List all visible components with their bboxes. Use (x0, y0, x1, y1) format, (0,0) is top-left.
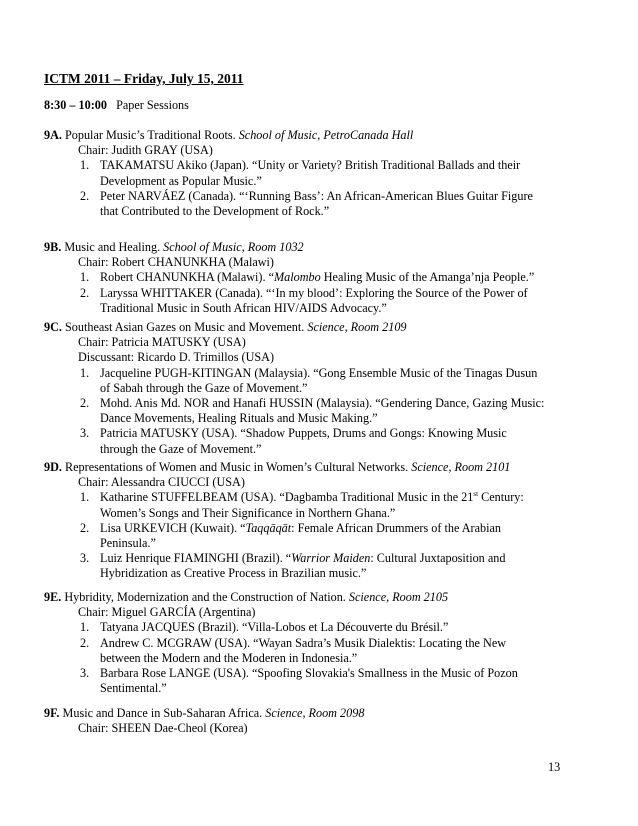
paper-number: 2. (80, 520, 90, 535)
paper-line-continued: Dance Movements, Healing Rituals and Music Making.” (100, 411, 378, 426)
paper-item (44, 620, 604, 635)
session-title-line (44, 590, 604, 605)
session-code: 9D. (44, 460, 62, 474)
session-title-line (44, 460, 604, 475)
session-title: Popular Music’s Traditional Roots. (65, 128, 236, 142)
session-block (44, 320, 604, 457)
paper-line-continued: Hybridization as Creative Process in Brazilian music.” (100, 566, 367, 581)
paper-text: Katharine STUFFELBEAM (USA). “Dagbamba Traditional Music in the 21 (100, 490, 474, 505)
session-block (44, 128, 604, 219)
paper-line: Mohd. Anis Md. NOR and Hanafi HUSSIN (Malaysia). “Gendering Dance, Gazing Music: (100, 396, 545, 411)
paper-text: Lisa URKEVICH (Kuwait). “ (100, 520, 246, 535)
paper-number: 2. (80, 396, 90, 411)
paper-text-cont: Healing Music of the Amanga’nja People.” (320, 270, 535, 285)
paper-number: 3. (80, 426, 90, 441)
session-venue: School of Music, PetroCanada Hall (238, 128, 414, 142)
paper-item (44, 521, 604, 551)
session-code: 9F. (44, 706, 60, 720)
paper-list (44, 158, 604, 219)
session-chair: Chair: Patricia MATUSKY (USA) (78, 335, 246, 350)
paper-number: 2. (80, 285, 90, 300)
paper-text-cont: Century: (478, 490, 524, 505)
session-block (44, 590, 604, 696)
session-title: Music and Healing. (64, 240, 161, 254)
paper-line-continued: between the Modern and the Moderen in Indonesia.” (100, 650, 358, 665)
paper-list (44, 490, 604, 581)
paper-line-continued: that Contributed to the Development of Rock.” (100, 204, 330, 219)
paper-line (100, 521, 604, 536)
paper-number: 1. (80, 365, 90, 380)
session-title-line (44, 320, 604, 335)
paper-item (44, 189, 604, 219)
paper-line: Peter NARVÁEZ (Canada). “‘Running Bass’: An African-American Blues Guitar Figure (100, 188, 533, 203)
paper-line-continued: Development as Popular Music.” (100, 173, 262, 188)
session-chair: Chair: Robert CHANUNKHA (Malawi) (78, 255, 274, 270)
paper-item (44, 286, 604, 316)
paper-line: Patricia MATUSKY (USA). “Shadow Puppets, Drums and Gongs: Knowing Music (100, 426, 507, 441)
session-title: Hybridity, Modernization and the Construction of Nation. (64, 590, 346, 604)
paper-line: Barbara Rose LANGE (USA). “Spoofing Slovakia's Smallness in the Music of Pozon (100, 666, 518, 681)
session-title: Music and Dance in Sub-Saharan Africa. (62, 706, 263, 720)
paper-line: TAKAMATSU Akiko (Japan). “Unity or Variety? British Traditional Ballads and their (100, 158, 521, 173)
session-chair: Chair: Judith GRAY (USA) (78, 143, 213, 158)
paper-text-cont: : Cultural Juxtaposition and (370, 551, 506, 566)
session-block (44, 706, 604, 736)
time-slot-label: Paper Sessions (116, 98, 189, 112)
session-title-line (44, 240, 604, 255)
page-heading: ICTM 2011 – Friday, July 15, 2011 (44, 71, 244, 86)
paper-item (44, 270, 604, 285)
paper-number: 3. (80, 551, 90, 566)
paper-list (44, 270, 604, 316)
paper-item (44, 366, 604, 396)
paper-line: Andrew C. MCGRAW (USA). “Wayan Sadra’s Musik Dialektis: Locating the New (100, 635, 507, 650)
paper-line-continued: Traditional Music in South African HIV/AIDS Advocacy.” (100, 300, 387, 315)
paper-line-continued: Peninsula.” (100, 536, 156, 551)
session-chair: Chair: Alessandra CIUCCI (USA) (78, 475, 245, 490)
ordinal-suffix: st (473, 490, 479, 499)
paper-text: Luiz Henrique FIAMINGHI (Brazil). “ (100, 551, 292, 566)
session-block (44, 240, 604, 316)
paper-item (44, 636, 604, 666)
session-venue: Science, Room 2098 (265, 706, 365, 720)
session-code: 9C. (44, 320, 62, 334)
session-code: 9B. (44, 240, 62, 254)
paper-line: Laryssa WHITTAKER (Canada). “‘In my blood’: Exploring the Source of the Power of (100, 285, 528, 300)
paper-item (44, 490, 604, 520)
time-slot (44, 98, 189, 113)
session-title: Representations of Women and Music in Women’s Cultural Networks. (65, 460, 409, 474)
paper-line (100, 551, 604, 566)
paper-line-continued: Women’s Songs and Their Significance in Northern Ghana.” (100, 505, 396, 520)
paper-text-cont: : Female African Drummers of the Arabian (291, 520, 501, 535)
paper-item (44, 551, 604, 581)
session-venue: Science, Room 2105 (348, 590, 449, 604)
session-venue: School of Music, Room 1032 (163, 240, 304, 254)
paper-line-continued: Sentimental.” (100, 681, 167, 696)
session-block (44, 460, 604, 582)
paper-item (44, 426, 604, 456)
paper-line (100, 490, 604, 505)
paper-italic-title: Warrior Maiden (291, 551, 371, 566)
paper-text: Robert CHANUNKHA (Malawi). “ (100, 270, 274, 285)
paper-number: 2. (80, 188, 90, 203)
session-title-line (44, 128, 604, 143)
session-discussant: Discussant: Ricardo D. Trimillos (USA) (78, 350, 275, 365)
time-range: 8:30 – 10:00 (44, 98, 107, 112)
paper-item (44, 158, 604, 188)
paper-number: 1. (80, 270, 90, 285)
session-chair: Chair: Miguel GARCÍA (Argentina) (78, 605, 256, 620)
paper-item (44, 396, 604, 426)
paper-italic-title: Malombo (273, 270, 321, 285)
paper-item (44, 666, 604, 696)
paper-number: 1. (80, 158, 90, 173)
session-code: 9A. (44, 128, 62, 142)
paper-italic-title: Taqqāqāt (245, 520, 292, 535)
paper-line: Jacqueline PUGH-KITINGAN (Malaysia). “Gong Ensemble Music of the Tinagas Dusun (100, 365, 538, 380)
paper-number: 1. (80, 490, 90, 505)
session-title-line (44, 706, 604, 721)
paper-list (44, 366, 604, 457)
paper-line-continued: through the Gaze of Movement.” (100, 441, 262, 456)
paper-number: 3. (80, 666, 90, 681)
session-venue: Science, Room 2109 (307, 320, 407, 334)
session-code: 9E. (44, 590, 62, 604)
session-chair: Chair: SHEEN Dae-Cheol (Korea) (78, 721, 248, 736)
paper-list (44, 620, 604, 696)
session-venue: Science, Room 2101 (411, 460, 511, 474)
page-number: 13 (548, 760, 561, 774)
paper-number: 1. (80, 620, 90, 635)
paper-line-continued: of Sabah through the Gaze of Movement.” (100, 380, 308, 395)
paper-line (100, 270, 604, 285)
session-title: Southeast Asian Gazes on Music and Movement. (65, 320, 305, 334)
paper-number: 2. (80, 635, 90, 650)
paper-line: Tatyana JACQUES (Brazil). “Villa-Lobos et La Découverte du Brésil.” (100, 620, 449, 635)
